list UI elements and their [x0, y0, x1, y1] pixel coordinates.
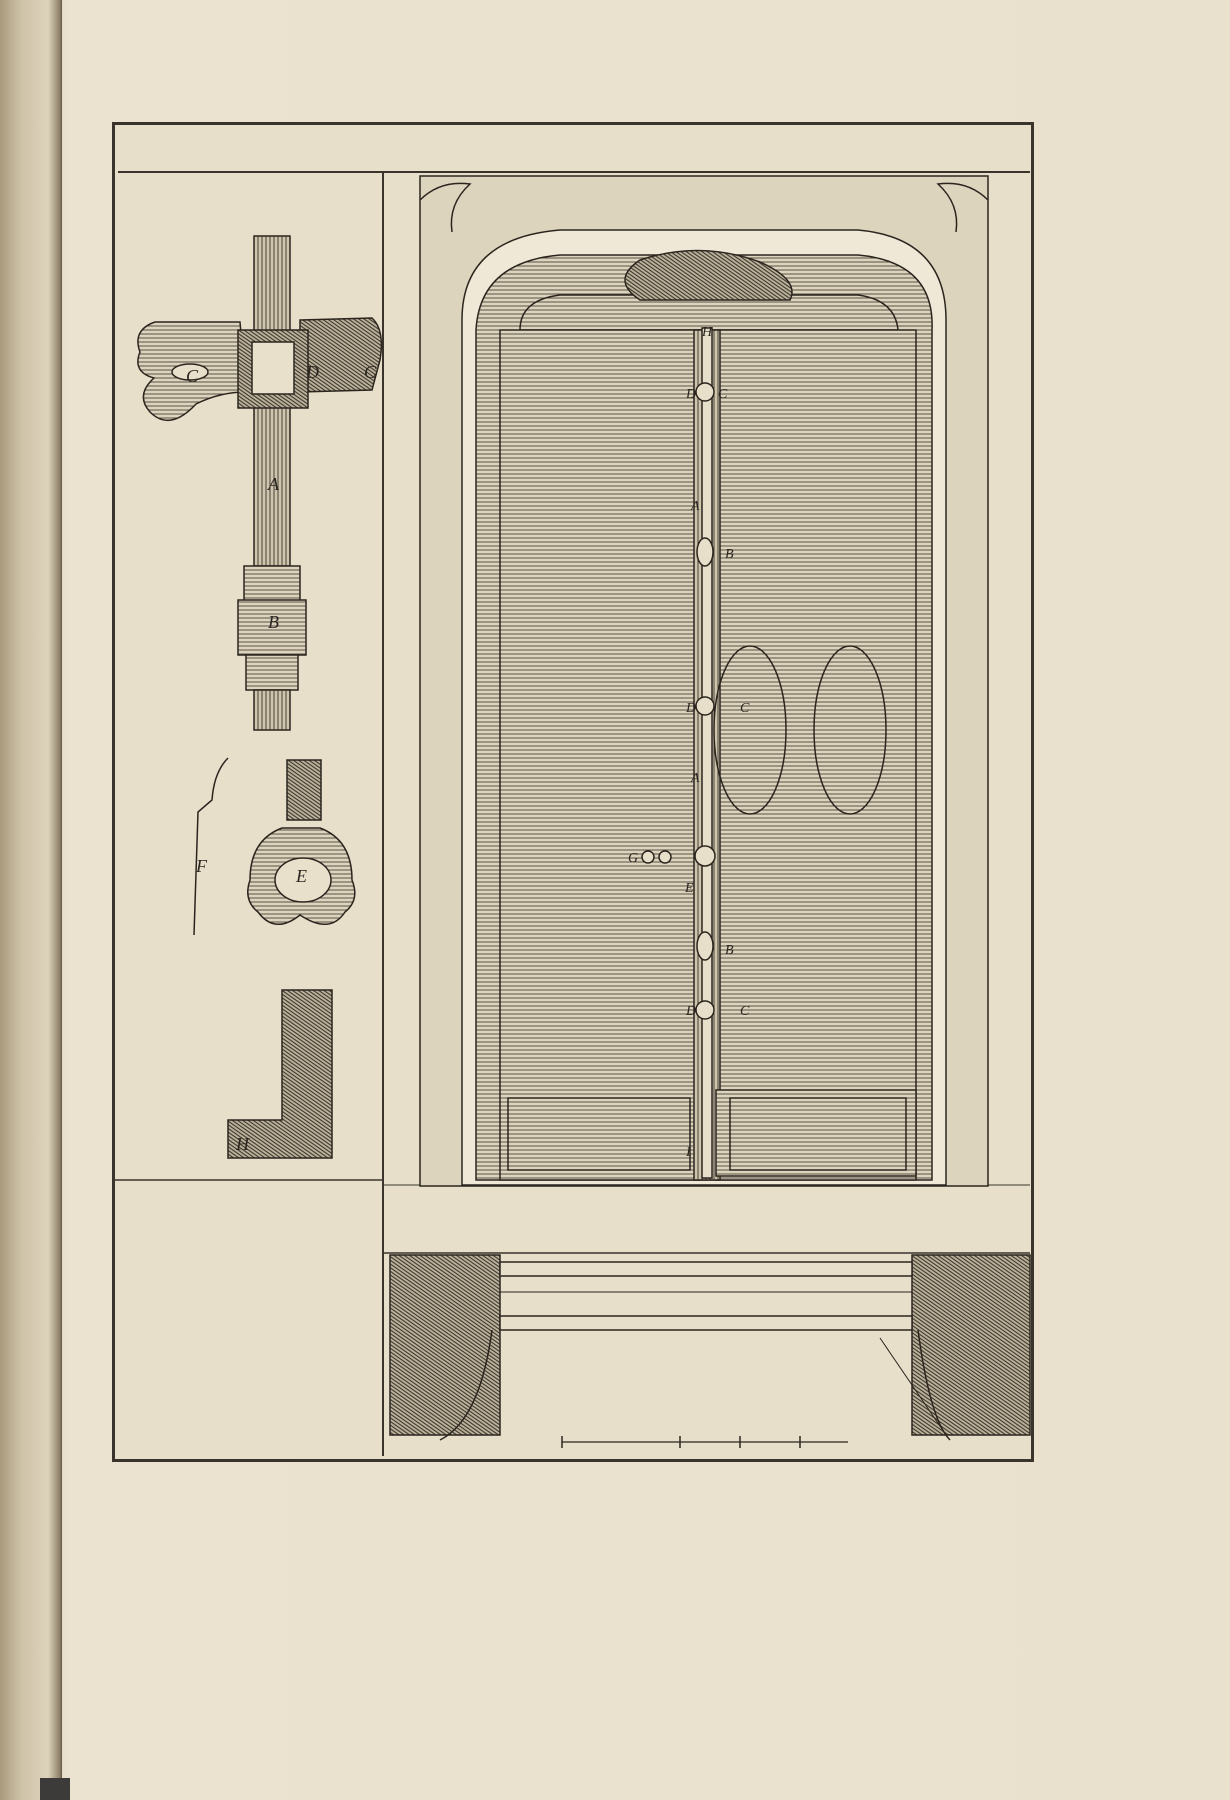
label-H1: H — [236, 1134, 249, 1154]
label-D3: D — [686, 701, 697, 716]
espagnolete-development — [138, 236, 382, 1158]
window-plan — [390, 1255, 1030, 1448]
label-D2: D — [686, 387, 697, 402]
label-A2: A — [691, 499, 700, 514]
label-B2: B — [725, 547, 734, 562]
label-C1: C — [186, 366, 199, 386]
label-C5: C — [740, 1004, 750, 1019]
label-C4: C — [740, 701, 750, 716]
label-G: G — [628, 851, 639, 866]
label-B1: B — [268, 612, 279, 632]
label-B3: B — [725, 943, 734, 958]
label-A3: A — [691, 771, 700, 786]
label-F: F — [196, 856, 207, 876]
label-E: E — [296, 866, 307, 886]
label-E2: E — [685, 881, 694, 896]
label-H2: H — [702, 325, 713, 340]
label-C3: C — [718, 387, 728, 402]
ink-stamp — [415, 1505, 735, 1690]
label-D1: D — [306, 362, 319, 382]
label-D4: D — [686, 1004, 697, 1019]
label-I: I — [686, 1145, 691, 1160]
label-C2: C — [364, 362, 377, 382]
label-A1: A — [268, 474, 279, 494]
